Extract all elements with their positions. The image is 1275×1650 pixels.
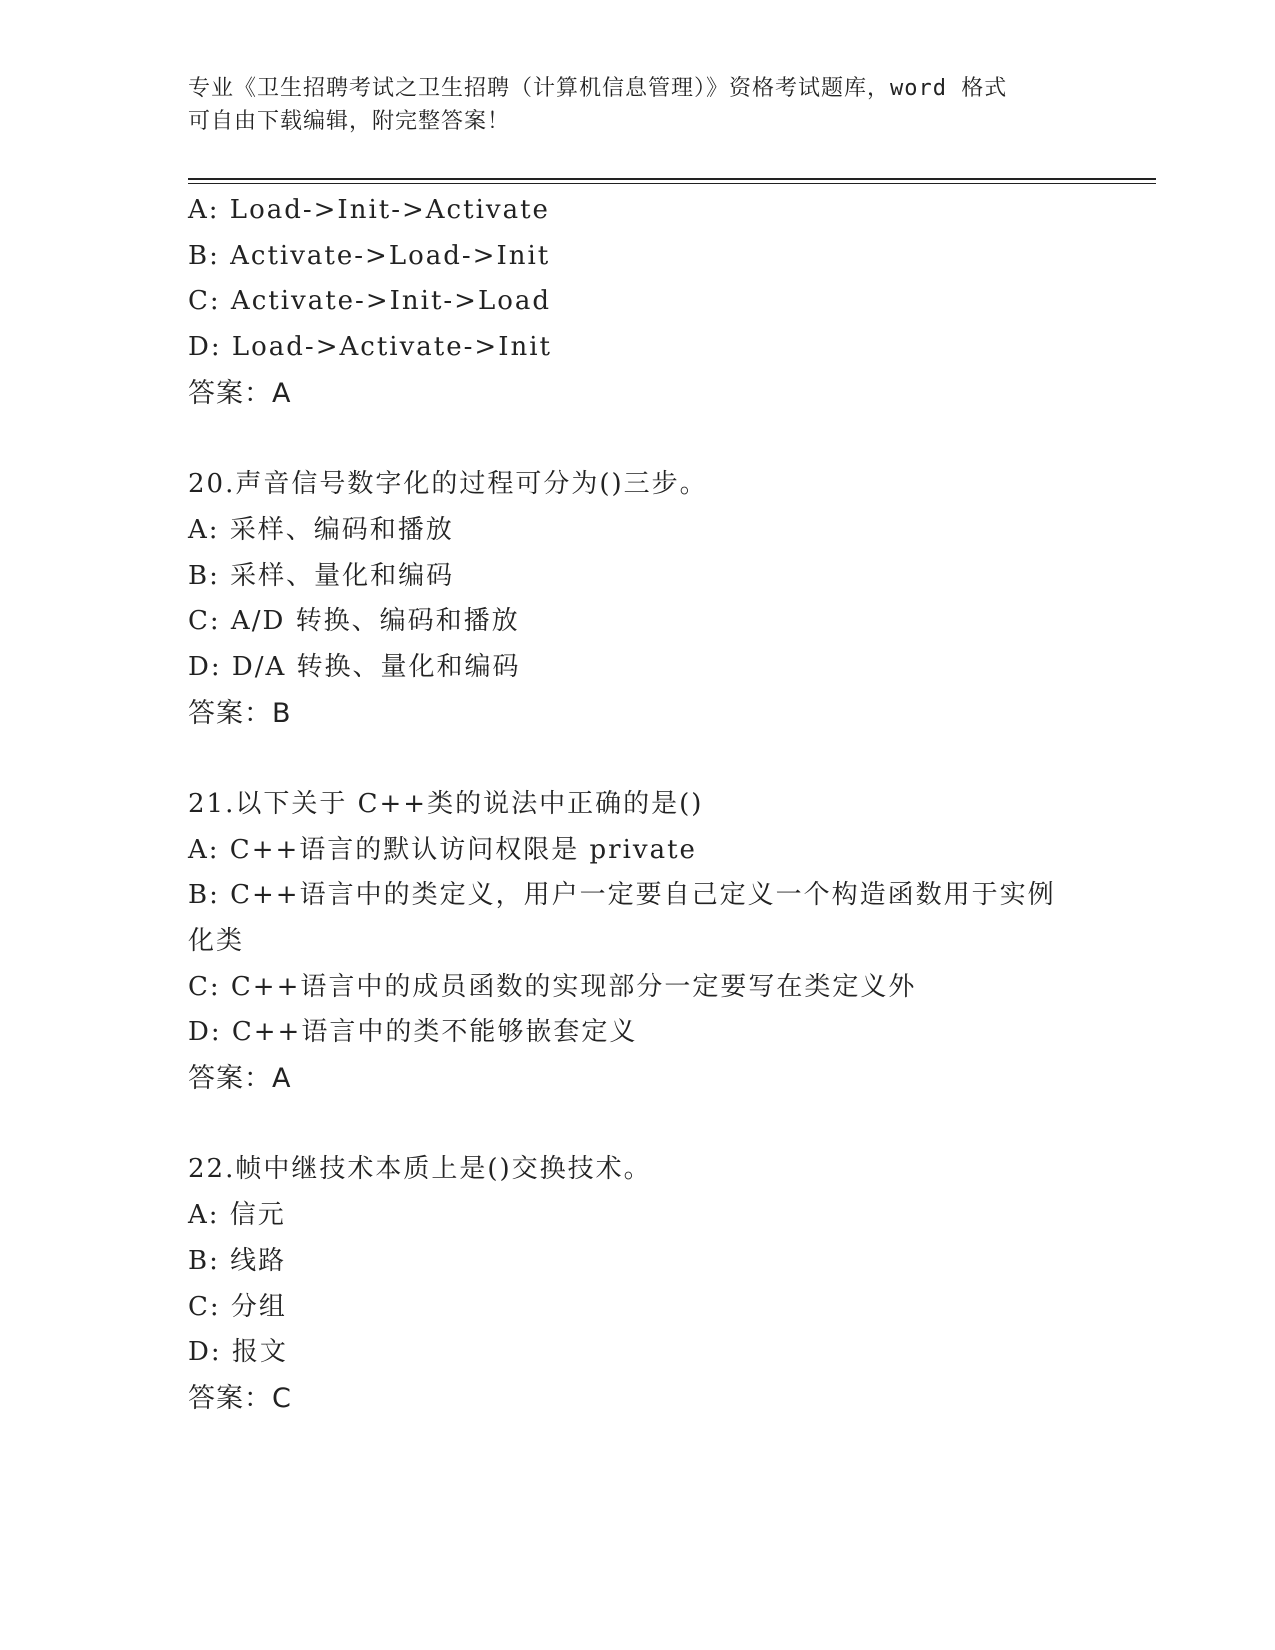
header-divider-thin <box>188 183 1156 184</box>
answer-line: 答案：A <box>188 1063 292 1095</box>
option-b: B: 线路 <box>188 1245 287 1276</box>
question-stem: 22.帧中继技术本质上是()交换技术。 <box>188 1154 652 1185</box>
header-line-1: 专业《卫生招聘考试之卫生招聘（计算机信息管理）》资格考试题库，word 格式 <box>188 76 1008 101</box>
answer-line: 答案：B <box>188 697 292 729</box>
answer-line: 答案：A <box>188 377 292 409</box>
question-21-block <box>188 782 1088 1102</box>
option-b: B: C++语言中的类定义，用户一定要自己定义一个构造函数用于实例 <box>188 880 1056 911</box>
header-line-2: 可自由下载编辑，附完整答案！ <box>188 109 511 134</box>
option-b-continued: 化类 <box>188 926 245 956</box>
option-d: D: D/A 转换、量化和编码 <box>188 651 521 682</box>
question-stem: 21.以下关于 C++类的说法中正确的是() <box>188 788 704 819</box>
option-b: B: 采样、量化和编码 <box>188 560 455 591</box>
option-c: C: 分组 <box>188 1291 287 1322</box>
answer-line: 答案：C <box>188 1382 292 1414</box>
document-header <box>188 72 1068 138</box>
question-22-block <box>188 1147 1088 1421</box>
question-stem: 20.声音信号数字化的过程可分为()三步。 <box>188 469 708 500</box>
option-a: A: 信元 <box>188 1200 286 1231</box>
question-19-block <box>188 188 1088 416</box>
question-20-block <box>188 462 1088 736</box>
option-a: A: Load->Init->Activate <box>188 195 550 225</box>
option-c: C: C++语言中的成员函数的实现部分一定要写在类定义外 <box>188 971 917 1002</box>
option-b: B: Activate->Load->Init <box>188 240 551 271</box>
option-d: D: Load->Activate->Init <box>188 332 552 363</box>
option-c: C: A/D 转换、编码和播放 <box>188 606 520 637</box>
option-d: D: C++语言中的类不能够嵌套定义 <box>188 1017 638 1048</box>
question-list <box>188 188 1088 1422</box>
option-a: A: C++语言的默认访问权限是 private <box>188 834 697 865</box>
header-divider <box>188 178 1156 180</box>
option-d: D: 报文 <box>188 1337 288 1368</box>
option-a: A: 采样、编码和播放 <box>188 514 454 545</box>
option-c: C: Activate->Init->Load <box>188 286 552 317</box>
